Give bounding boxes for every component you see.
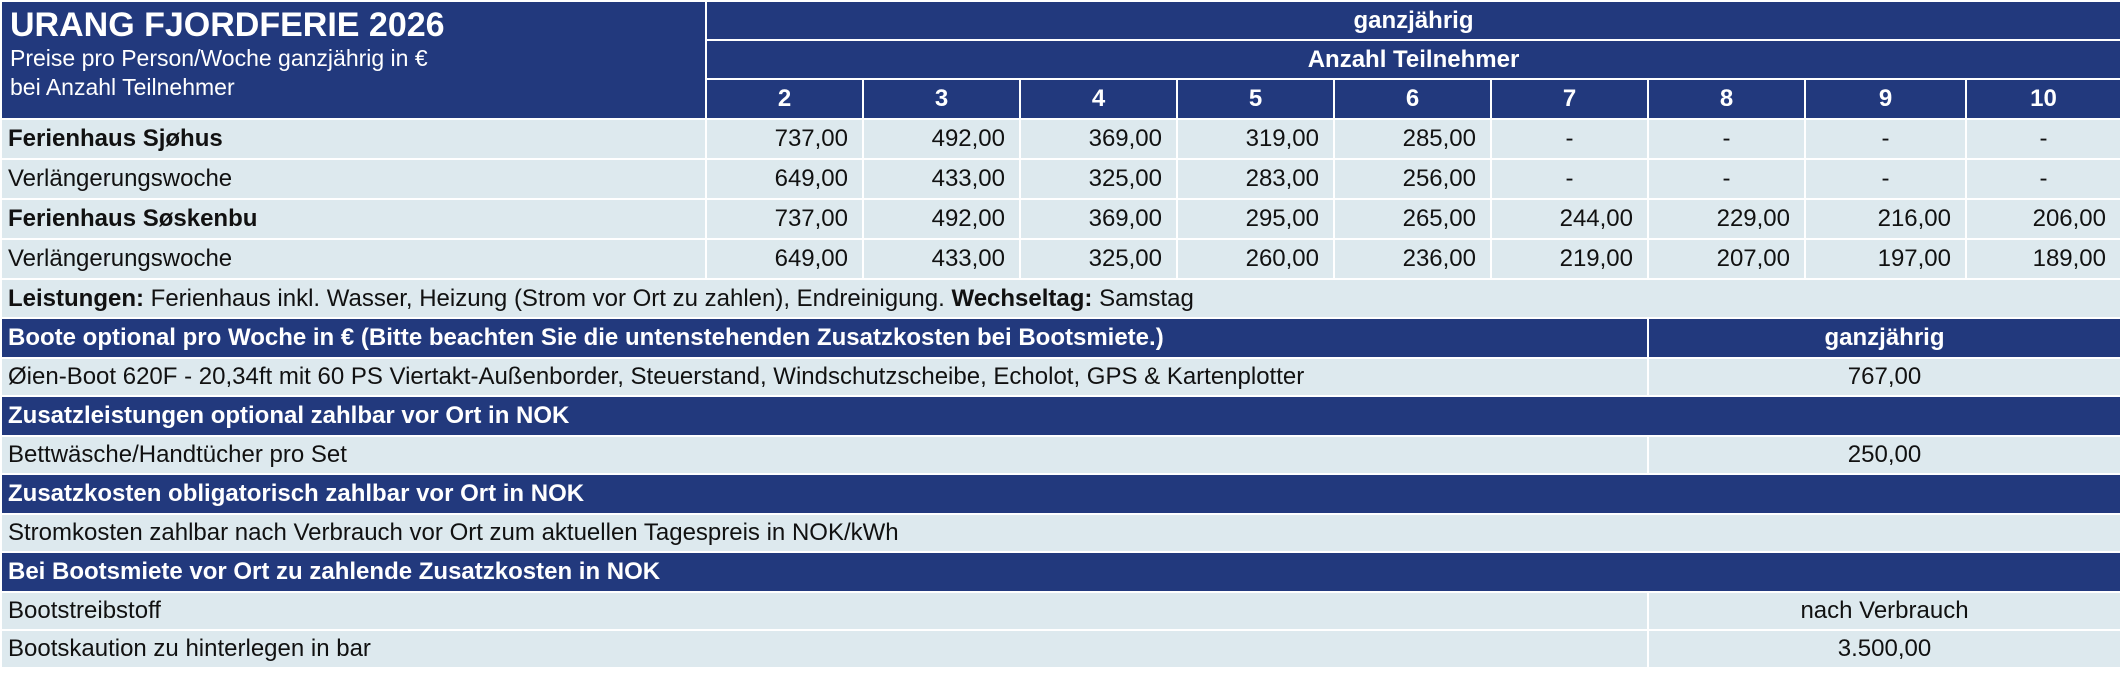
price-cell: 265,00 <box>1334 199 1491 239</box>
price-cell: 433,00 <box>863 239 1020 279</box>
price-cell: 492,00 <box>863 119 1020 159</box>
price-cell: 244,00 <box>1491 199 1648 239</box>
table-row <box>1 592 2120 630</box>
participant-count-header: 10 <box>1966 79 2120 119</box>
price-cell: 319,00 <box>1177 119 1334 159</box>
changeover-value: Samstag <box>1092 284 1194 312</box>
participant-count-header: 6 <box>1334 79 1491 119</box>
table-row <box>1 514 2120 552</box>
boats-season-heading: ganzjährig <box>1648 318 2120 358</box>
row-label: Verlängerungswoche <box>1 159 706 199</box>
price-cell: 649,00 <box>706 239 863 279</box>
row-label: Ferienhaus Søskenbu <box>1 199 706 239</box>
page-title: URANG FJORDFERIE 2026 <box>10 6 445 44</box>
boat-extra-value: nach Verbrauch <box>1648 592 2120 630</box>
table-row <box>1 159 2120 199</box>
services-row <box>1 279 2120 318</box>
price-cell: 433,00 <box>863 159 1020 199</box>
optional-extras-heading: Zusatzleistungen optional zahlbar vor Ort in NOK <box>1 396 2120 436</box>
price-cell: - <box>1491 159 1648 199</box>
table-row <box>1 199 2120 239</box>
participants-header: Anzahl Teilnehmer <box>706 40 2120 79</box>
price-cell: 369,00 <box>1020 119 1177 159</box>
table-row <box>1 358 2120 396</box>
participant-count-header: 3 <box>863 79 1020 119</box>
services-note <box>1 279 2120 318</box>
table-row <box>1 239 2120 279</box>
price-cell: 207,00 <box>1648 239 1805 279</box>
mandatory-extra-label: Stromkosten zahlbar nach Verbrauch vor Ort zum aktuellen Tagespreis in NOK/kWh <box>1 514 2120 552</box>
price-cell: 206,00 <box>1966 199 2120 239</box>
price-cell: 256,00 <box>1334 159 1491 199</box>
boat-extras-heading: Bei Bootsmiete vor Ort zu zahlende Zusatzkosten in NOK <box>1 552 2120 592</box>
table-row <box>1 119 2120 159</box>
boat-extra-label: Bootskaution zu hinterlegen in bar <box>1 630 1648 668</box>
price-cell: 197,00 <box>1805 239 1966 279</box>
boat-extra-value: 3.500,00 <box>1648 630 2120 668</box>
price-cell: 236,00 <box>1334 239 1491 279</box>
row-label: Ferienhaus Sjøhus <box>1 119 706 159</box>
participant-count-header: 8 <box>1648 79 1805 119</box>
price-cell: 325,00 <box>1020 159 1177 199</box>
mandatory-extras-heading: Zusatzkosten obligatorisch zahlbar vor Ort in NOK <box>1 474 2120 514</box>
price-cell: 260,00 <box>1177 239 1334 279</box>
services-text: Ferienhaus inkl. Wasser, Heizung (Strom vor Ort zu zahlen), Endreinigung. <box>144 284 952 312</box>
boat-extra-label: Bootstreibstoff <box>1 592 1648 630</box>
price-cell: - <box>1648 159 1805 199</box>
boats-section-heading: Boote optional pro Woche in € (Bitte beachten Sie die untenstehenden Zusatzkosten bei Bootsmiete.) <box>1 318 1648 358</box>
table-row <box>1 630 2120 668</box>
price-cell: 737,00 <box>706 199 863 239</box>
title-block <box>1 1 706 119</box>
participant-count-header: 4 <box>1020 79 1177 119</box>
price-cell: 295,00 <box>1177 199 1334 239</box>
price-cell: 219,00 <box>1491 239 1648 279</box>
price-cell: 283,00 <box>1177 159 1334 199</box>
participant-count-header: 5 <box>1177 79 1334 119</box>
season-header: ganzjährig <box>706 1 2120 40</box>
price-cell: 492,00 <box>863 199 1020 239</box>
boat-item-price: 767,00 <box>1648 358 2120 396</box>
price-cell: - <box>1648 119 1805 159</box>
participant-count-header: 9 <box>1805 79 1966 119</box>
price-cell: 285,00 <box>1334 119 1491 159</box>
price-cell: - <box>1491 119 1648 159</box>
price-cell: - <box>1966 119 2120 159</box>
price-cell: 737,00 <box>706 119 863 159</box>
table-row <box>1 436 2120 474</box>
price-cell: 325,00 <box>1020 239 1177 279</box>
services-label: Leistungen: <box>8 284 144 312</box>
row-label: Verlängerungswoche <box>1 239 706 279</box>
price-cell: 189,00 <box>1966 239 2120 279</box>
price-cell: - <box>1805 159 1966 199</box>
boat-item-label: Øien-Boot 620F - 20,34ft mit 60 PS Viertakt-Außenborder, Steuerstand, Windschutzscheibe, Echolot, GPS & Kartenplotter <box>1 358 1648 396</box>
optional-extra-label: Bettwäsche/Handtücher pro Set <box>1 436 1648 474</box>
price-cell: 369,00 <box>1020 199 1177 239</box>
price-cell: 649,00 <box>706 159 863 199</box>
optional-extra-price: 250,00 <box>1648 436 2120 474</box>
participant-count-header: 2 <box>706 79 863 119</box>
price-cell: 216,00 <box>1805 199 1966 239</box>
price-cell: - <box>1966 159 2120 199</box>
price-cell: 229,00 <box>1648 199 1805 239</box>
changeover-label: Wechseltag: <box>951 284 1093 312</box>
page-subtitle-line1: Preise pro Person/Woche ganzjährig in € <box>10 45 428 71</box>
price-cell: - <box>1805 119 1966 159</box>
participant-count-header: 7 <box>1491 79 1648 119</box>
page-subtitle-line2: bei Anzahl Teilnehmer <box>10 74 235 100</box>
